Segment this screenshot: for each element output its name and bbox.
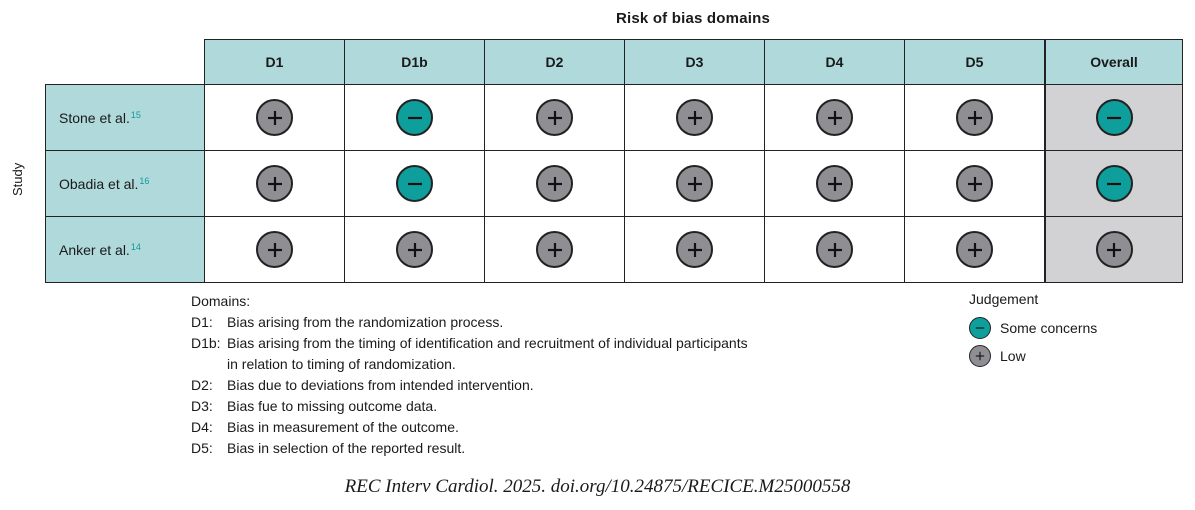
- judgement-cell-d3: [624, 150, 765, 217]
- judgement-cell-d5: [904, 84, 1045, 151]
- study-name: Obadia et al.: [59, 175, 139, 192]
- judgement-cell-d3: [624, 216, 765, 283]
- judgement-cell-d2: [484, 216, 625, 283]
- judgement-legend-heading: Judgement: [969, 291, 1039, 307]
- domain-legend-row: [191, 312, 748, 333]
- study-reference: 16: [139, 175, 150, 186]
- low-risk-plus-icon: [256, 99, 293, 136]
- judgement-cell-d5: [904, 150, 1045, 217]
- domain-code: [191, 354, 227, 375]
- domain-legend-row: [191, 333, 748, 354]
- domains-legend-heading: Domains:: [191, 293, 251, 309]
- judgement-label: Some concerns: [1000, 320, 1098, 336]
- low-plus-icon: [969, 345, 991, 367]
- some-concerns-minus-icon: [1096, 99, 1133, 136]
- low-risk-plus-icon: [956, 231, 993, 268]
- some-concerns-minus-icon: [396, 99, 433, 136]
- domain-legend-row: [191, 375, 748, 396]
- judgement-cell-d4: [764, 150, 905, 217]
- domain-legend-row: [191, 417, 748, 438]
- domain-description: Bias arising from the randomization process.: [227, 314, 504, 330]
- low-risk-plus-icon: [256, 231, 293, 268]
- domain-legend-row: [191, 396, 748, 417]
- low-risk-plus-icon: [1096, 231, 1133, 268]
- low-risk-plus-icon: [536, 165, 573, 202]
- judgement-legend-item: [969, 342, 1097, 370]
- study-reference: 14: [130, 241, 141, 252]
- domain-description: Bias in measurement of the outcome.: [227, 419, 459, 435]
- low-risk-plus-icon: [676, 231, 713, 268]
- column-header-overall: Overall: [1045, 39, 1183, 85]
- judgement-cell-d2: [484, 150, 625, 217]
- low-risk-plus-icon: [396, 231, 433, 268]
- domain-code: D1:: [191, 314, 213, 330]
- judgement-cell-d4: [764, 84, 905, 151]
- chart-title: Risk of bias domains: [615, 10, 771, 27]
- judgement-cell-d1: [204, 84, 345, 151]
- judgement-cell-d1b: [344, 84, 485, 151]
- study-reference: 15: [130, 109, 141, 120]
- low-risk-plus-icon: [256, 165, 293, 202]
- y-axis-label: Study: [10, 162, 25, 196]
- domain-legend-row: [191, 354, 748, 375]
- domain-description: in relation to timing of randomization.: [227, 356, 456, 372]
- judgement-legend: [969, 291, 1097, 370]
- judgement-cell-overall: [1045, 84, 1183, 151]
- low-risk-plus-icon: [816, 165, 853, 202]
- some-concerns-minus-icon: [396, 165, 433, 202]
- judgement-legend-item: [969, 314, 1097, 342]
- judgement-cell-d2: [484, 84, 625, 151]
- study-name: Stone et al.: [59, 109, 130, 126]
- domain-legend-row: [191, 438, 748, 459]
- column-header-d4: D4: [764, 39, 905, 85]
- domain-description: Bias arising from the timing of identification and recruitment of individual participants: [227, 335, 748, 351]
- low-risk-plus-icon: [956, 99, 993, 136]
- column-header-d2: D2: [484, 39, 625, 85]
- column-header-d1: D1: [204, 39, 345, 85]
- column-header-d5: D5: [904, 39, 1045, 85]
- domain-code: D5:: [191, 440, 213, 456]
- low-risk-plus-icon: [676, 99, 713, 136]
- low-risk-plus-icon: [816, 231, 853, 268]
- judgement-cell-d5: [904, 216, 1045, 283]
- judgement-cell-d1: [204, 150, 345, 217]
- column-header-d3: D3: [624, 39, 765, 85]
- some-concerns-minus-icon: [1096, 165, 1133, 202]
- domain-code: D1b:: [191, 335, 221, 351]
- judgement-cell-d1: [204, 216, 345, 283]
- judgement-cell-overall: [1045, 216, 1183, 283]
- domain-code: D4:: [191, 419, 213, 435]
- low-risk-plus-icon: [536, 99, 573, 136]
- study-label: [45, 84, 205, 151]
- judgement-label: Low: [1000, 348, 1026, 364]
- domain-description: Bias in selection of the reported result.: [227, 440, 466, 456]
- low-risk-plus-icon: [536, 231, 573, 268]
- judgement-cell-d4: [764, 216, 905, 283]
- low-risk-plus-icon: [956, 165, 993, 202]
- low-risk-plus-icon: [676, 165, 713, 202]
- judgement-cell-d1b: [344, 216, 485, 283]
- column-header-d1b: D1b: [344, 39, 485, 85]
- domain-description: Bias due to deviations from intended intervention.: [227, 377, 534, 393]
- low-risk-plus-icon: [816, 99, 853, 136]
- domain-description: Bias fue to missing outcome data.: [227, 398, 438, 414]
- domain-code: D2:: [191, 377, 213, 393]
- judgement-cell-overall: [1045, 150, 1183, 217]
- judgement-cell-d1b: [344, 150, 485, 217]
- citation: REC Interv Cardiol. 2025. doi.org/10.24875/RECICE.M25000558: [344, 476, 851, 497]
- study-name: Anker et al.: [59, 241, 130, 258]
- some-concerns-minus-icon: [969, 317, 991, 339]
- judgement-cell-d3: [624, 84, 765, 151]
- domains-legend: [191, 291, 748, 459]
- study-label: [45, 216, 205, 283]
- domain-code: D3:: [191, 398, 213, 414]
- study-label: [45, 150, 205, 217]
